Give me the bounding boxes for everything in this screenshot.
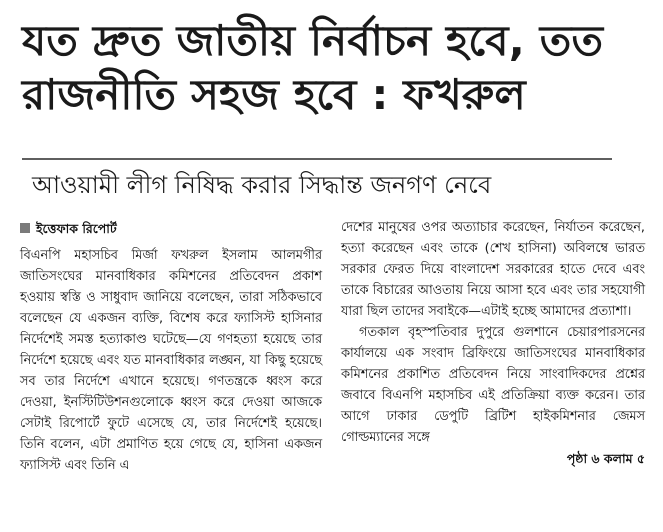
left-column-text: বিএনপি মহাসচিব মির্জা ফখরুল ইসলাম আলমগীর জাতিসংঘের মানবাধিকার কমিশনের প্রতিবেদন প্রকাশ হওয়ায় স্বস্তি ও সাধুবাদ জানিয়ে বলেছেন, তারা সঠিকভাবে বলেছেন যে একজন ব্যক্তি, বিশেষ করে ফ্যাসিস্ট হাসিনার নির্দেশেই সমস্ত হত্যাকাণ্ড ঘটেছে—যে গণহত্যা হয়েছে তার নির্দেশে হয়েছে এবং যত মানবাধিকার লঙ্ঘন, যা কিছু হয়েছে সব তার নির্দেশে এখানে হয়েছে। গণতন্ত্রকে ধ্বংস করে দেওয়া, ইনস্টিটিউশনগুলোকে ধ্বংস করে দেওয়া আজকে সেটাই রিপোর্টে ফুটে এসেছে যে, তার নির্দেশেই হয়েছে। তিনি বলেন, এটা প্রমাণিত হয়ে গেছে যে, হাসিনা একজন ফ্যাসিস্ট এবং তিনি এ: [20, 248, 322, 473]
square-bullet-icon: [20, 223, 30, 233]
headline: [22, 14, 632, 122]
right-column-text-1: দেশের মানুষের ওপর অত্যাচার করেছেন, নির্যাতন করেছেন, হত্যা করেছেন এবং তাকে (শেখ হাসিনা) অবিলম্বে ভারত সরকার ফেরত দিয়ে বাংলাদেশ সরকারের হাতে দেবে এবং তাকে বিচারের আওতায় নিয়ে আসা হবে এবং তার সহযোগী যারা ছিল তাদের সবাইকে—এটাই হচ্ছে আমাদের প্রত্যাশা।: [341, 220, 645, 319]
left-column: [20, 217, 322, 476]
subheadline: আওয়ামী লীগ নিষিদ্ধ করার সিদ্ধান্ত জনগণ নেবে: [32, 171, 492, 199]
byline-text: ইত্তেফাক রিপোর্ট: [36, 220, 117, 236]
byline: [20, 217, 322, 239]
headline-line-2: রাজনীতি সহজ হবে : ফখরুল: [22, 70, 526, 119]
headline-divider: [22, 158, 612, 160]
continued-label: পৃষ্ঠা ৬ কলাম ৫: [566, 451, 645, 466]
right-column-text-2: গতকাল বৃহস্পতিবার দুপুরে গুলশানে চেয়ারপারসনের কার্যালয়ে এক সংবাদ ব্রিফিংয়ে জাতিসংঘের মানবাধিকার কমিশনের প্রকাশিত প্রতিবেদন নিয়ে সাংবাদিকদের প্রশ্নের জবাবে বিএনপি মহাসচিব এই প্রতিক্রিয়া ব্যক্ত করেন। তার আগে ঢাকার ডেপুটি ব্রিটিশ হাইকমিশনার জেমস গোল্ডম্যানের সঙ্গে: [341, 325, 645, 445]
right-column: [341, 217, 645, 468]
headline-line-1: যত দ্রুত জাতীয় নির্বাচন হবে, তত: [22, 16, 604, 65]
